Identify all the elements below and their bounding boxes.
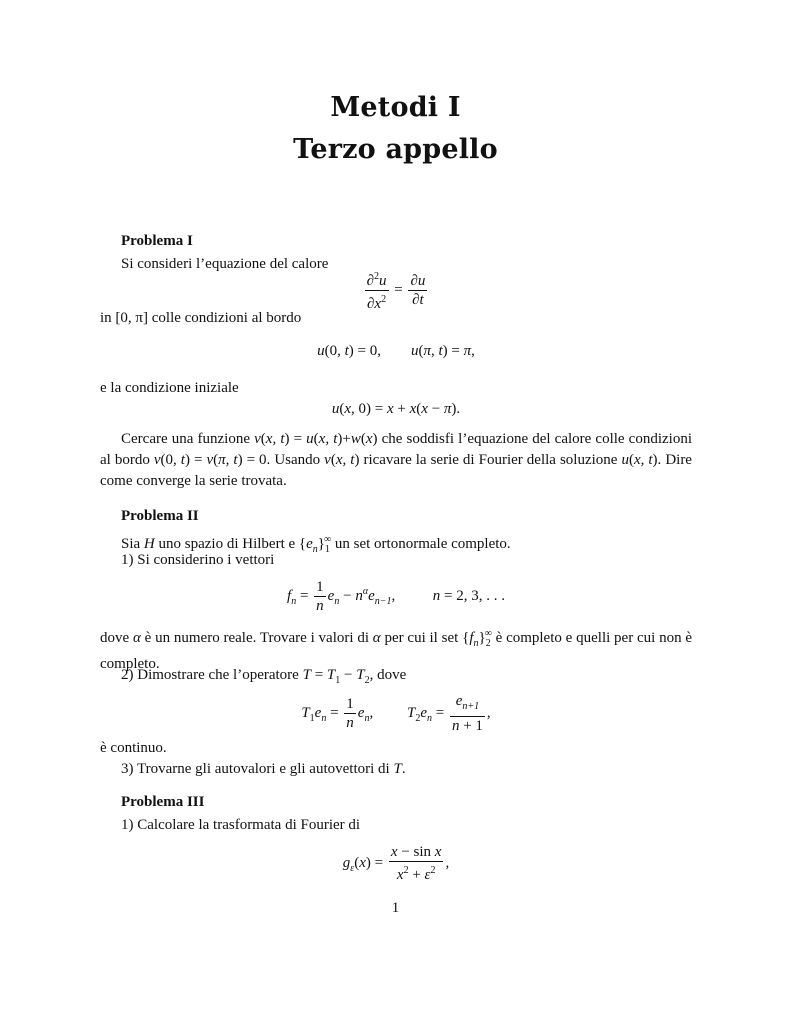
page-number: 1	[391, 900, 400, 916]
problem-3-heading: Problema III	[121, 794, 205, 810]
initial-condition-text: e la condizione iniziale	[100, 380, 239, 396]
problem-2-intro: Sia H uno spazio di Hilbert e $\{e_n\}_1^\infty$ un set ortonormale completo.	[121, 534, 511, 555]
problem-2-heading: Problema II	[121, 508, 199, 524]
vector-definition: $f_n$ = $\frac{1}{n}$ $e_n - n^\alpha e_{n-1}$, n = 2, 3, . . .	[287, 579, 505, 614]
title-line-2: Terzo appello	[293, 134, 498, 165]
heat-equation: $\frac{\partial^2u}{\partial x^2}$ = $\frac{\partial u}{\partial t}$	[366, 271, 426, 312]
problem-3-q1: 1) Calcolare la trasformata di Fourier di	[121, 817, 361, 833]
title-line-1: Metodi I	[330, 92, 461, 123]
problem-1-intro: Si consideri l’equazione del calore	[121, 256, 329, 272]
boundary-conditions: u(0, t) = 0, u(π, t) = π,	[317, 343, 475, 359]
problem-2-q1: 1) Si considerino i vettori	[121, 552, 275, 568]
problem-1-task: Cercare una funzione v(x, t) = u(x, t)+w(x) che soddisfi l’equazione del calore colle condizioni al bordo v(0, t) = v(π, t) = 0. Usando v(x, t) ricavare la serie di Fourier della soluzione u(x, t). Dire come converge la serie trovata.	[100, 431, 693, 489]
operator-definition: $T_1e_n$ = $\frac{1}{n}$ $e_n$, $T_2e_n$ = $\frac{e_{n+1}}{n + 1}$ ,	[301, 693, 491, 734]
problem-1-domain: in [0, π] colle condizioni al bordo	[100, 310, 302, 326]
problem-1-heading: Problema I	[121, 233, 193, 249]
problem-2-q2: 2) Dimostrare che l’operatore $T = T_1 - T_2$, dove	[121, 667, 407, 686]
problem-2-continuous: è continuo.	[100, 740, 167, 756]
problem-2-q3: 3) Trovarne gli autovalori e gli autovettori di T.	[121, 761, 406, 777]
interval: [0, π]	[115, 310, 148, 326]
initial-condition: u(x, 0) = x + x(x − π).	[331, 401, 461, 417]
problem-2-where: dove α è un numero reale. Trovare i valori di α per cui il set $\{f_n\}_2^\infty$ è completo e quelli per cui non è completo.	[100, 628, 693, 672]
function-definition: $g_\varepsilon(x)$ = $\frac{\text{x − sin x}}{x^2 + \varepsilon^2}$ ,	[342, 844, 450, 883]
